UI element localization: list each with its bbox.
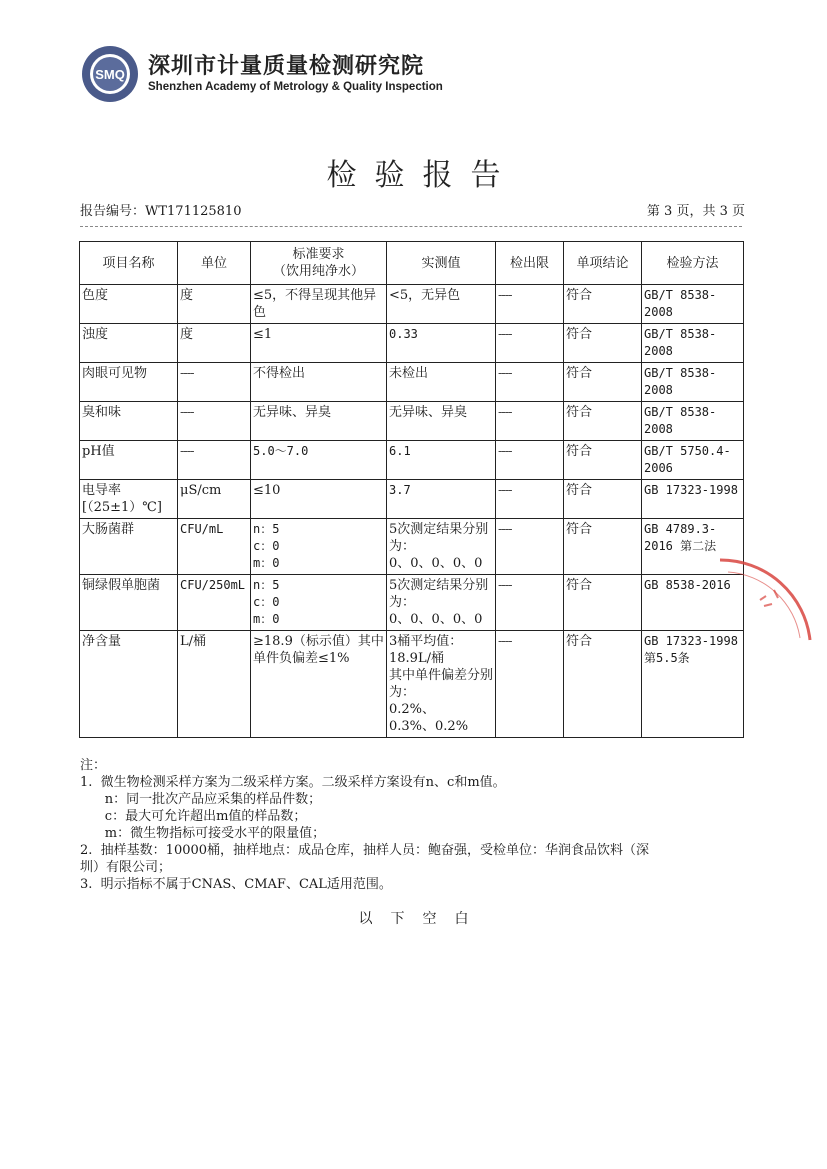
header-requirement: 标准要求 （饮用纯净水）: [251, 242, 387, 285]
cell-item: pH值: [80, 441, 178, 480]
table-row: [80, 441, 744, 480]
cell-item: 浊度: [80, 324, 178, 363]
notes-section: [80, 757, 750, 893]
cell-measured: 未检出: [387, 363, 496, 402]
org-name-en: Shenzhen Academy of Metrology & Quality Inspection: [148, 81, 443, 93]
report-title: 检验报告: [326, 158, 519, 193]
cell-requirement: ≤1: [251, 324, 387, 363]
cell-conclusion: 符合: [564, 363, 642, 402]
cell-method: GB 17323-1998: [642, 480, 744, 519]
cell-requirement: 无异味、异臭: [251, 402, 387, 441]
cell-unit: CFU/250mL: [178, 575, 251, 631]
cell-method: GB 17323-1998第5.5条: [642, 631, 744, 738]
cell-unit: L/桶: [178, 631, 251, 738]
header-conclusion: 单项结论: [564, 242, 642, 285]
cell-unit: ----: [178, 441, 251, 480]
table-row: [80, 402, 744, 441]
cell-item: 净含量: [80, 631, 178, 738]
cell-unit: 度: [178, 324, 251, 363]
table-row: [80, 631, 744, 738]
cell-requirement: 5.0～7.0: [251, 441, 387, 480]
cell-conclusion: 符合: [564, 441, 642, 480]
table-row: [80, 575, 744, 631]
note-line: 2. 抽样基数：10000桶，抽样地点：成品仓库，抽样人员：鲍奋强，受检单位：华润食品饮料（深: [80, 843, 650, 858]
cell-limit: ----: [496, 480, 564, 519]
note-line: n：同一批次产品应采集的样品件数；: [80, 792, 322, 807]
report-number: 报告编号：WT171125810: [80, 204, 242, 219]
cell-requirement: n：5 c：0 m：0: [251, 575, 387, 631]
cell-measured: 3桶平均值： 18.9L/桶 其中单件偏差分别为： 0.2%、 0.3%、0.2%: [387, 631, 496, 738]
cell-limit: ----: [496, 575, 564, 631]
header-measured: 实测值: [387, 242, 496, 285]
cell-unit: μS/cm: [178, 480, 251, 519]
table-row: [80, 519, 744, 575]
logo-text: SMQ: [95, 67, 125, 82]
cell-conclusion: 符合: [564, 324, 642, 363]
header-item: 项目名称: [80, 242, 178, 285]
cell-unit: CFU/mL: [178, 519, 251, 575]
cell-requirement: ≤10: [251, 480, 387, 519]
cell-method: GB 4789.3-2016 第二法: [642, 519, 744, 575]
table-row: [80, 324, 744, 363]
cell-method: GB/T 5750.4-2006: [642, 441, 744, 480]
cell-item: 大肠菌群: [80, 519, 178, 575]
cell-method: GB/T 8538-2008: [642, 285, 744, 324]
official-seal: [700, 520, 827, 720]
table-row: [80, 480, 744, 519]
end-marker: 以下空白: [358, 911, 487, 927]
cell-item: 色度: [80, 285, 178, 324]
cell-requirement: n：5 c：0 m：0: [251, 519, 387, 575]
cell-limit: ----: [496, 402, 564, 441]
cell-limit: ----: [496, 285, 564, 324]
table-row: [80, 363, 744, 402]
cell-conclusion: 符合: [564, 631, 642, 738]
cell-requirement: 不得检出: [251, 363, 387, 402]
cell-conclusion: 符合: [564, 519, 642, 575]
cell-method: GB/T 8538-2008: [642, 324, 744, 363]
cell-measured: 无异味、异臭: [387, 402, 496, 441]
cell-requirement: ≥18.9（标示值）其中 单件负偏差≤1%: [251, 631, 387, 738]
page-info: 第 3 页，共 3 页: [646, 204, 745, 219]
cell-method: GB/T 8538-2008: [642, 363, 744, 402]
org-name-cn: 深圳市计量质量检测研究院: [148, 54, 425, 79]
cell-requirement: ≤5，不得呈现其他异色: [251, 285, 387, 324]
results-table: [79, 241, 744, 738]
cell-conclusion: 符合: [564, 480, 642, 519]
table-row: [80, 285, 744, 324]
cell-measured: 6.1: [387, 441, 496, 480]
cell-method: GB 8538-2016: [642, 575, 744, 631]
note-line: 圳）有限公司；: [80, 860, 172, 875]
cell-measured: 5次测定结果分别为： 0、0、0、0、0: [387, 575, 496, 631]
cell-limit: ----: [496, 363, 564, 402]
cell-limit: ----: [496, 324, 564, 363]
cell-item: 铜绿假单胞菌: [80, 575, 178, 631]
header-unit: 单位: [178, 242, 251, 285]
cell-conclusion: 符合: [564, 575, 642, 631]
cell-limit: ----: [496, 631, 564, 738]
divider: [80, 226, 742, 227]
cell-unit: 度: [178, 285, 251, 324]
note-line: 1. 微生物检测采样方案为二级采样方案。二级采样方案设有n、c和m值。: [80, 775, 506, 790]
header-detection-limit: 检出限: [496, 242, 564, 285]
notes-heading: 注：: [80, 758, 107, 773]
cell-conclusion: 符合: [564, 402, 642, 441]
cell-method: GB/T 8538-2008: [642, 402, 744, 441]
cell-conclusion: 符合: [564, 285, 642, 324]
cell-limit: ----: [496, 441, 564, 480]
cell-limit: ----: [496, 519, 564, 575]
cell-measured: <5，无异色: [387, 285, 496, 324]
smq-logo: [80, 44, 140, 104]
cell-item: 臭和味: [80, 402, 178, 441]
note-line: 3. 明示指标不属于CNAS、CMAF、CAL适用范围。: [80, 877, 392, 892]
header-method: 检验方法: [642, 242, 744, 285]
table-header-row: [80, 242, 744, 285]
cell-item: 肉眼可见物: [80, 363, 178, 402]
cell-measured: 3.7: [387, 480, 496, 519]
note-line: m：微生物指标可接受水平的限量值；: [80, 826, 326, 841]
cell-item: 电导率[（25±1）℃]: [80, 480, 178, 519]
cell-measured: 0.33: [387, 324, 496, 363]
note-line: c：最大可允许超出m值的样品数；: [80, 809, 307, 824]
cell-unit: ----: [178, 363, 251, 402]
cell-measured: 5次测定结果分别为： 0、0、0、0、0: [387, 519, 496, 575]
cell-unit: ----: [178, 402, 251, 441]
org-header: [80, 44, 443, 104]
